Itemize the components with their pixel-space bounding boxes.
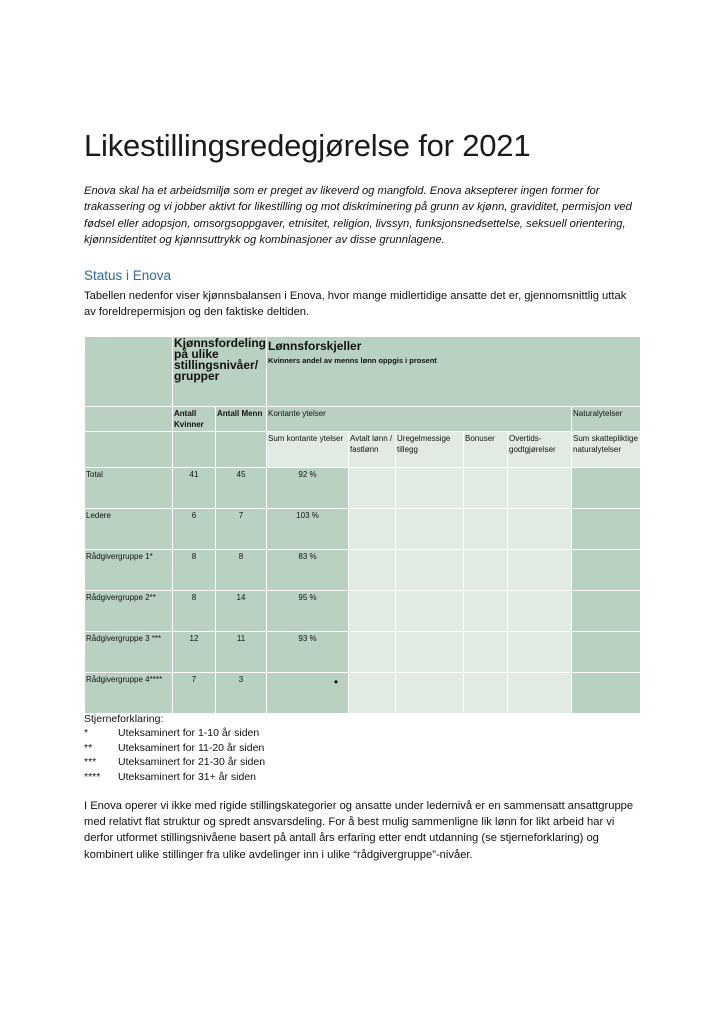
legend-item [84,755,265,769]
bullet-mark: • [333,675,339,689]
sum-cash-value: 92 % [267,468,349,509]
sum-cash-value: 103 % [267,509,349,550]
header-gender: Kjønnsfordeling på ulike stillingsnivåer/ grupper [173,337,267,407]
table-empty-cell [173,432,216,468]
sum-cash-value [267,673,349,714]
header-pay [267,337,641,407]
sub-bonus: Bonuser [464,432,508,468]
table-label-cell [85,432,173,468]
row-label: Rådgivergruppe 2** [85,591,173,632]
legend-text: Uteksaminert for 31+ år siden [118,770,257,783]
col-natural-benefits: Naturalytelser [572,407,641,432]
table-row [85,673,641,714]
sub-sum-cash: Sum kontante ytelser [267,432,349,468]
legend-item [84,726,265,740]
pay-table [84,336,641,714]
table-row [85,550,641,591]
women-count: 8 [173,550,216,591]
men-count: 45 [216,468,267,509]
row-label: Rådgivergruppe 4**** [85,673,173,714]
row-label: Rådgivergruppe 1* [85,550,173,591]
table-row [85,632,641,673]
table-label-cell [85,407,173,432]
sum-cash-value: 93 % [267,632,349,673]
men-count: 14 [216,591,267,632]
women-count: 6 [173,509,216,550]
legend-mark: ** [84,741,93,754]
men-count: 7 [216,509,267,550]
section-heading: Status i Enova [84,268,172,283]
sum-cash-value: 95 % [267,591,349,632]
table-corner-cell [85,337,173,407]
table-row [85,591,641,632]
legend-text: Uteksaminert for 21-30 år siden [118,756,266,769]
legend-mark: *** [84,756,97,769]
legend-item [84,741,265,755]
women-count: 8 [173,591,216,632]
sum-cash-value: 83 % [267,550,349,591]
men-count: 8 [216,550,267,591]
row-label: Total [85,468,173,509]
col-cash-benefits: Kontante ytelser [267,407,572,432]
intro-paragraph: Enova skal ha et arbeidsmiljø som er preget av likeverd og mangfold. Enova aksepterer ingen former for trakassering og vi jobber aktivt for likestilling og mot diskriminering på grunn av kjønn, graviditet, permisjon ved fødsel eller adopsjon, omsorgsoppgaver, etnisitet, religion, livssyn, funksjonsnedsettelse, seksuell orientering, kjønnsidentitet og kjønnsuttrykk og kombinasjoner av disse grunnlagene. [84,185,632,246]
header-pay-title: Lønnsforskjeller [268,339,362,353]
table-row [85,468,641,509]
legend-text: Uteksaminert for 1-10 år siden [118,727,260,740]
header-pay-subtitle: Kvinners andel av menns lønn oppgis i prosent [268,356,437,365]
col-men: Antall Menn [216,407,267,432]
women-count: 12 [173,632,216,673]
page-title: Likestillingsredegjørelse for 2021 [84,128,531,163]
col-women: Antall Kvinner [173,407,216,432]
table-empty-cell [216,432,267,468]
legend-item [84,770,265,784]
sub-agreed-salary: Avtalt lønn / fastlønn [349,432,396,468]
men-count: 11 [216,632,267,673]
legend-text: Uteksaminert for 11-20 år siden [118,741,265,754]
men-count: 3 [216,673,267,714]
women-count: 41 [173,468,216,509]
legend-mark: * [84,727,89,740]
sub-overtime: Overtids-godtgjørelser [508,432,572,468]
table-row [85,509,641,550]
row-label: Ledere [85,509,173,550]
lead-paragraph: Tabellen nedenfor viser kjønnsbalansen i Enova, hvor mange midlertidige ansatte det er, gjennomsnittlig uttak av foreldrepermisjon og den faktiske deltiden. [84,290,627,318]
legend-mark: **** [84,770,101,783]
legend-title: Stjerneforklaring: [84,713,164,725]
closing-paragraph: I Enova operer vi ikke med rigide stillingskategorier og ansatte under ledernivå er en sammensatt ansattgruppe med relativt flat struktur og spredt ansvarsdeling. For å best mulig sammenligne lik lønn for likt arbeid har vi derfor utformet stillingsnivåene basert på antall års erfaring etter endt utdanning (se stjerneforklaring) og kombinert ulike stillinger fra ulike avdelinger inn i ulike “rådgivergruppe”-nivåer. [84,800,634,861]
women-count: 7 [173,673,216,714]
row-label: Rådgivergruppe 3 *** [85,632,173,673]
sub-taxable-natural: Sum skattepliktige naturalytelser [572,432,641,468]
sub-irregular: Uregelmessige tillegg [396,432,464,468]
star-legend [84,712,265,784]
